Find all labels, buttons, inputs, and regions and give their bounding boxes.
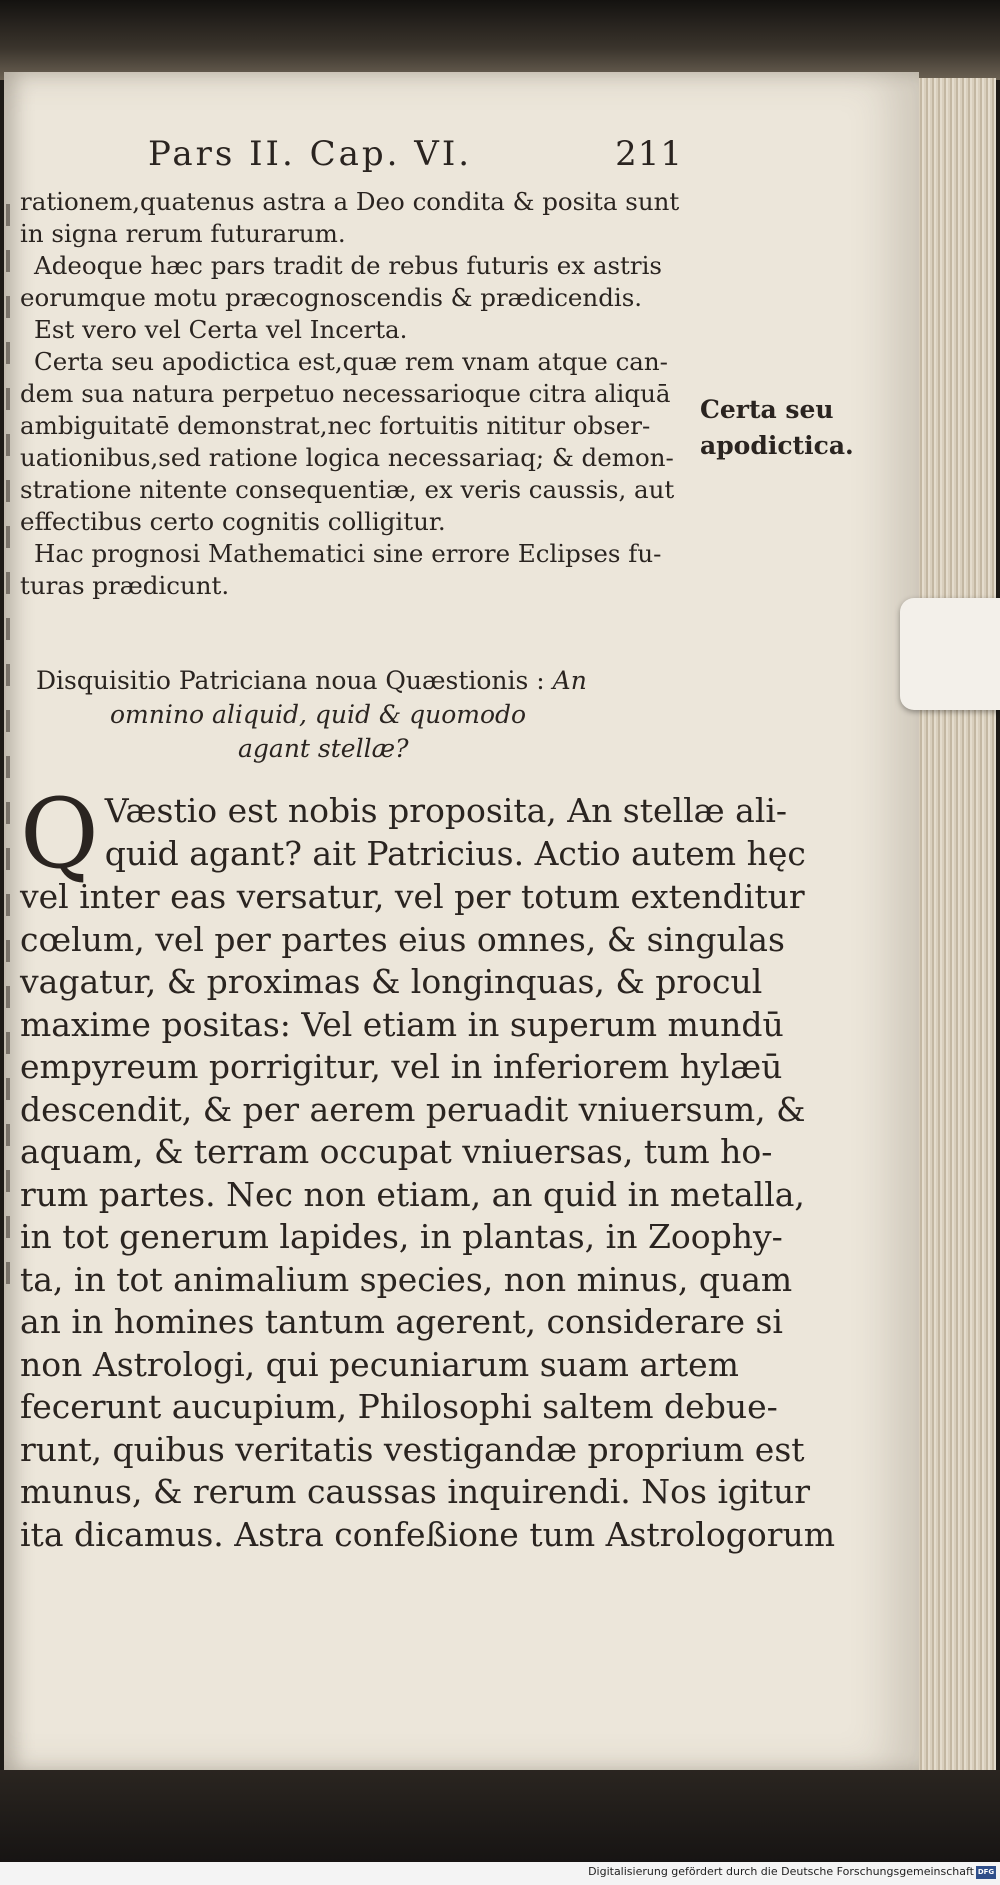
text-line: stratione nitente consequentiæ, ex veris caussis, aut [20,475,675,504]
drop-cap: Q [20,778,99,890]
page-marker-tab [900,598,1000,710]
text-line: descendit, & per aerem peruadit vniuersum, & [20,1089,806,1129]
top-book-edge [0,0,1000,80]
text-line: Certa seu apodictica est,quæ rem vnam atque can- [34,347,668,376]
text-line: uationibus,sed ratione logica necessariaq; & demon- [20,443,674,472]
text-line: Adeoque hæc pars tradit de rebus futuris ex astris [34,251,663,280]
section-title [20,664,680,766]
text-line: fecerunt aucupium, Philosophi saltem debue- [20,1387,778,1426]
text-line: runt, quibus veritatis vestigandæ proprium est [20,1429,805,1469]
margin-note-line: apodictica. [700,431,854,460]
text-line: non Astrologi, qui pecuniarum suam artem [20,1344,739,1384]
text-line: turas prædicunt. [20,571,230,600]
footer-credit: Digitalisierung gefördert durch die Deutsche Forschungsgemeinschaft [588,1865,974,1878]
section-title-roman: Disquisitio Patriciana noua Quæstionis : [36,666,545,695]
text-line: vel inter eas versatur, vel per totum extenditur [20,877,805,916]
page-number: 211 [615,134,683,174]
section-title-line [20,664,680,698]
text-line: empyreum porrigitur, vel in inferiorem hylæū [20,1047,783,1086]
text-line: maxime positas: Vel etiam in superum mundū [20,1004,784,1044]
page-fore-edge [918,78,996,1783]
margin-note-line: Certa seu [700,395,834,424]
text-line: quid agant? ait Patricius. Actio autem hęc [104,833,806,873]
text-line: ambiguitatē demonstrat,nec fortuitis nititur obser- [20,411,651,440]
text-line: in signa rerum futurarum. [20,219,346,248]
footer-bar [0,1862,1000,1885]
text-line: Hac prognosi Mathematici sine errore Eclipses fu- [34,539,662,568]
running-title: Pars II. Cap. VI. [148,134,473,174]
page-header [148,134,683,174]
dfg-logo-icon: DFG [976,1866,996,1879]
text-line: Væstio est nobis proposita, An stellæ ali- [104,791,788,830]
section-title-italic: An [552,666,587,695]
text-line: ta, in tot animalium species, non minus, quam [20,1259,793,1299]
gutter-bleed-through [0,180,20,1560]
section-title-line: omnino aliquid, quid & quomodo [110,700,527,729]
text-line: effectibus certo cognitis colligitur. [20,507,446,536]
text-line: eorumque motu præcognoscendis & prædicendis. [20,283,643,312]
text-line: rum partes. Nec non etiam, an quid in metalla, [20,1174,805,1214]
text-line: dem sua natura perpetuo necessarioque citra aliquā [20,379,671,408]
upper-text-block [20,186,680,602]
text-line: ita dicamus. Astra confeßione tum Astrologorum [20,1514,836,1554]
text-line: vagatur, & proximas & longinquas, & procul [20,962,763,1001]
margin-note [700,392,854,464]
main-text-block [20,778,836,1556]
text-line: Est vero vel Certa vel Incerta. [34,315,408,344]
section-title-line: agant stellæ? [238,734,409,763]
text-line: cœlum, vel per partes eius omnes, & singulas [20,919,785,959]
text-line: munus, & rerum caussas inquirendi. Nos igitur [20,1472,810,1511]
text-line: rationem,quatenus astra a Deo condita & posita sunt [20,187,680,216]
text-line: an in homines tantum agerent, considerare si [20,1302,783,1341]
text-line: in tot generum lapides, in plantas, in Zoophy- [20,1217,783,1256]
text-line: aquam, & terram occupat vniuersas, tum ho- [20,1132,773,1171]
